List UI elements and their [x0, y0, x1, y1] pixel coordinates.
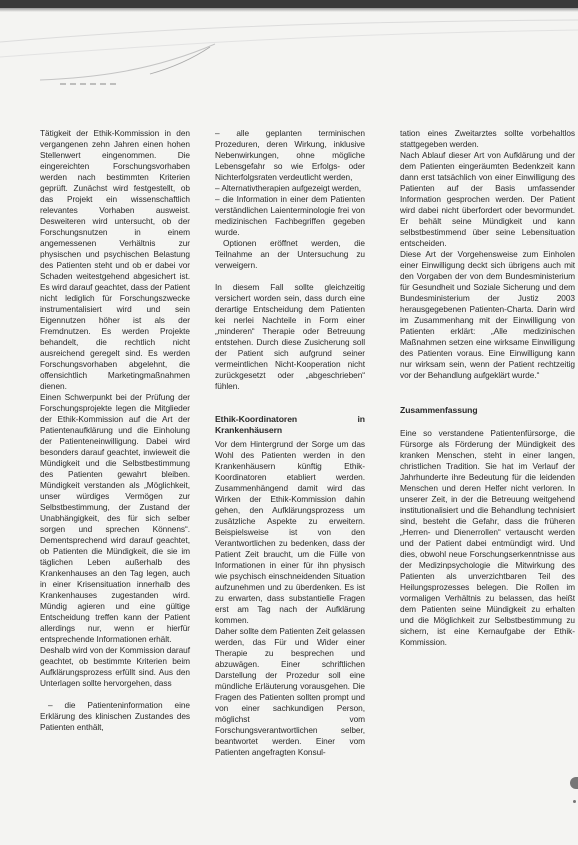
page-edge-dot	[573, 800, 576, 803]
bullet-item: – die Patienteninformation eine Erklärung des klinischen Zustandes des Patienten enthält,	[40, 700, 190, 732]
paragraph: tation eines Zweitarztes sollte vorbehaltlos stattgegeben werden.	[400, 128, 575, 149]
decorative-swoosh	[0, 12, 578, 107]
bullet-item: – Alternativtherapien aufgezeigt werden,	[215, 183, 362, 193]
bullet-item: – alle geplanten terminischen Prozeduren, deren Wirkung, inklusive Nebenwirkungen, ohne mögliche Lebensgefahr so wie Erfolgs- oder Nichterfolgsraten verdeutlicht werden,	[215, 128, 365, 182]
paragraph: Deshalb wird von der Kommission darauf geachtet, ob bestimmte Kriterien beim Aufklärungsprozess erfüllt sind. Aus den Unterlagen sollte hervorgehen, dass	[40, 645, 190, 688]
section-heading: Zusammenfassung	[400, 405, 478, 415]
paragraph: Vor dem Hintergrund der Sorge um das Wohl des Patienten werden in den Krankenhäusern künftig Ethik-Koordinatoren etabliert werden. Zusammenhängend damit wird das Wirken der Ethik-Kommission dahin gehen, den Aufklärungsprozess um zusätzliche Aspekte zu erweitern. Beispielsweise ist von den Verantwortlichen zu bedenken, dass der Patient Zeit braucht, um die Fülle von Informationen in einer für ihn physisch wie psychisch einschneidenden Situation aufzunehmen und zu überdenken. Es ist zu erwarten, dass substantielle Fragen erst am Tag nach der Aufklärung kommen.	[215, 439, 365, 625]
top-bar	[0, 0, 578, 8]
paragraph: Tätigkeit der Ethik-Kommission in den vergangenen zehn Jahren einen hohen Stellenwert eingenommen. Die eingereichten Forschungsvorhaben werden nach bestimmten Kriterien geprüft. Zunächst wird festgestellt, ob das Projekt ein wissenschaftlich relevantes Vorhaben ausweist. Desweiteren wird untersucht, ob der Forschungsnutzen in einem angemessenen Verhältnis zur physischen und psychischen Belastung des Patienten steht und ob er dabei vor Schaden weitestgehend abgesichert ist. Es wird darauf geachtet, dass der Patient nicht lediglich für Forschungszwecke instrumentalisiert wird und sein Eigennutzen höher ist als der Fremdnutzen. Es werden Projekte behandelt, die rechtlich nicht ausreichend geregelt sind. Es werden Forschungsvorhaben abgelehnt, die offensichtlich Marketingmaßnahmen dienen.	[40, 128, 190, 391]
paragraph: Optionen eröffnet werden, die Teilnahme an der Untersuchung zu verweigern.	[215, 238, 365, 270]
section-heading: Ethik-Koordinatoren in Krankenhäusern	[215, 414, 365, 435]
paragraph: Diese Art der Vorgehensweise zum Einholen einer Einwilligung deckt sich übrigens auch mit den Vorgaben der von dem Bundesministerium für Gesundheit und Soziale Sicherung und dem Bundesministerium der Justiz 2003 herausgegebenen Patienten-Charta. Darin wird im Zusammenhang mit der Einwilligung von Patienten erklärt: „Alle medizinischen Maßnahmen setzen eine wirksame Einwilligung des Patienten voraus. Eine Einwilligung kann nur wirksam sein, wenn der Patient rechtzeitig vor der Behandlung aufgeklärt wurde.“	[400, 249, 575, 380]
paragraph: Eine so verstandene Patientenfürsorge, die Fürsorge als Förderung der Mündigkeit des kranken Menschen, steht in einer langen, christlichen Tradition. Sie hat im Verlauf der Jahrhunderte ihre Bedeutung für die leidenden Menschen und deren Helfer nicht verloren. In unserer Zeit, in der die Betreuung weitgehend institutionalisiert und die Behandlung technisiert sind, besteht die Gefahr, dass die früheren „Herren- und Dienerrollen“ vertauscht werden und der Patient dabei entmündigt wird. Und dies, obwohl neue Forschungserkenntnisse aus der Medizinpsychologie die Mitwirkung des Patienten als unverzichtbaren Teil des Heilungsprozesses belegen. Die Rollen im vormaligen Verhältnis zu belassen, das heißt dem Patienten seine Mündigkeit zu erhalten und die Möglichkeit zur Selbstbestimmung zu sichern, ist eine Kernaufgabe der Ethik-Kommission.	[400, 428, 575, 647]
paragraph: Daher sollte dem Patienten Zeit gelassen werden, das Für und Wider einer Therapie zu besprechen und abzuwägen. Einer schriftlichen Darstellung der Prozedur soll eine mündliche Erläuterung vorausgehen. Die Fragen des Patienten sollten prompt und von einer sachkundigen Person, möglichst vom Forschungsverantwortlichen selber, beantwortet werden. Einer vom Patienten angefragten Konsul-	[215, 626, 365, 757]
column-middle	[215, 128, 365, 758]
bullet-item: – die Information in einer dem Patienten verständlichen Laienterminologie frei von medizinischen Fachbegriffen gegeben wurde.	[215, 194, 365, 237]
paragraph: In diesem Fall sollte gleichzeitig versichert worden sein, dass durch eine derartige Entscheidung dem Patienten kei nerlei Nachteile in Form einer „minderen“ Therapie oder Betreuung entstehen. Durch diese Zusicherung soll der Patient sich aufgrund seiner vermeintlichen Nicht-Kooperation nicht zurückgesetzt oder „abgeschrieben“ fühlen.	[215, 282, 365, 391]
column-right	[400, 128, 575, 648]
page-edge-marker	[570, 777, 578, 789]
paragraph: Nach Ablauf dieser Art von Aufklärung und der dem Patienten eingeräumten Bedenkzeit kann dann erst tatsächlich von einer Einwilligung des Patienten auf der Basis umfassender Information gesprochen werden. Der Patient wird dabei nicht überfordert oder bevormundet. Er behält seine Mündigkeit und kann selbstbestimmend über seine Lebensituation entscheiden.	[400, 150, 575, 248]
column-left	[40, 128, 190, 733]
paragraph: Einen Schwerpunkt bei der Prüfung der Forschungsprojekte legen die Mitglieder der Ethik-Kommission auf die Art der Patientenaufklärung und die Einholung der Patienteneinwilligung. Dabei wird besonders darauf geachtet, inwieweit die Mündigkeit und die Selbstbestimmung des Patienten gewahrt bleiben. Mündigkeit verstanden als „Möglichkeit, unser würdiges Vermögen zur Selbstbestimmung, der Zustand der Unabhängigkeit, des für sich selber sorgen und sprechen Könnens“. Dementsprechend wird darauf geachtet, ob Patienten die Mündigkeit, die sie im täglichen Leben außerhalb des Krankenhauses an den Tag legen, auch in einer Krisensituation innerhalb des Krankenhauses zugestanden wird. Mündig agieren und eine gültige Entscheidung treffen kann der Patient allerdings nur, wenn er hierfür entsprechende Informationen erhält.	[40, 392, 190, 644]
